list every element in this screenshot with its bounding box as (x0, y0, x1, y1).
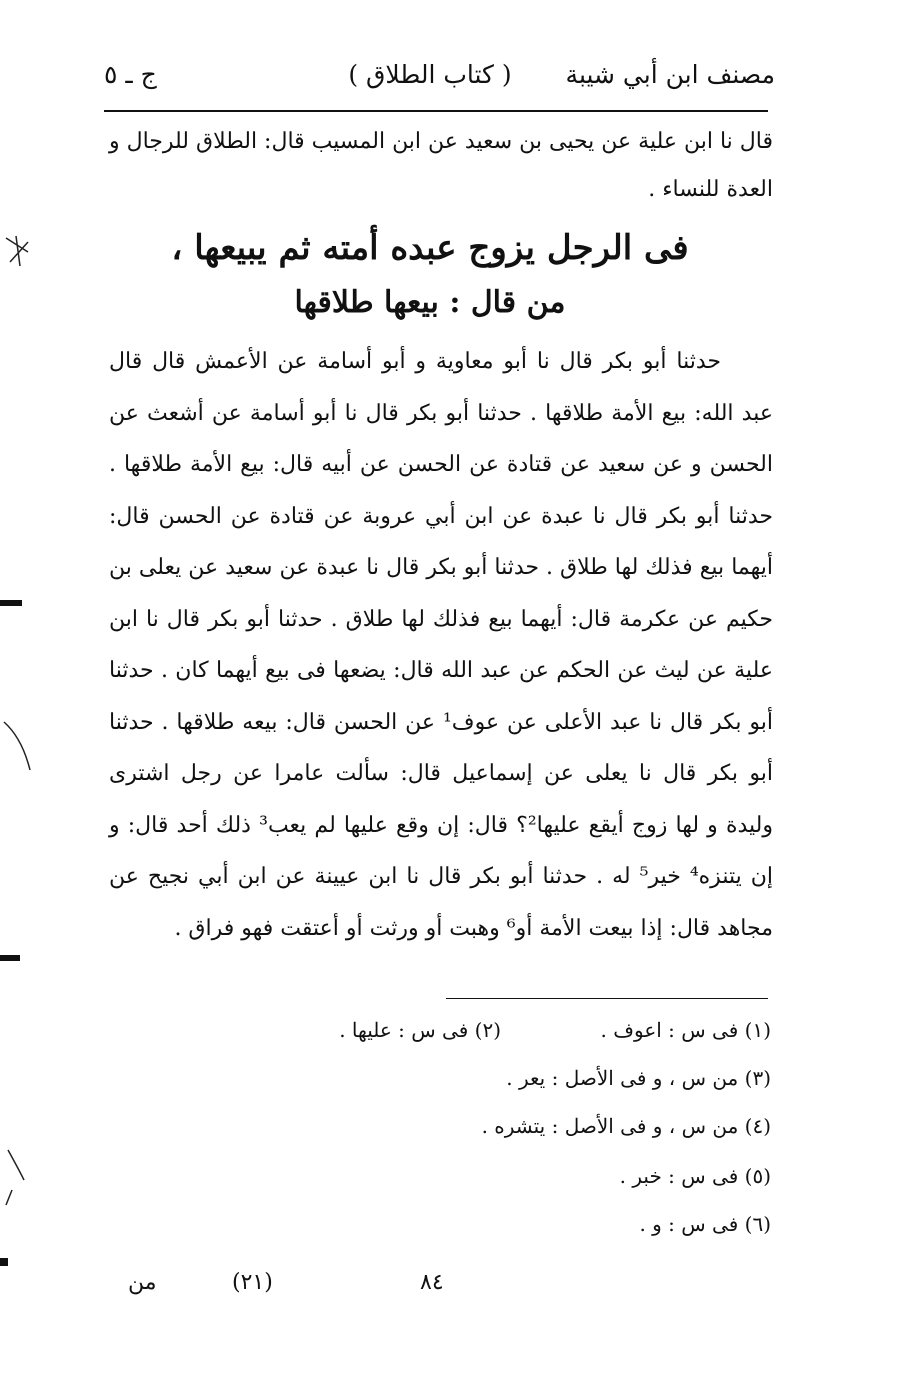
header-rule (104, 110, 768, 112)
edge-mark (0, 1258, 8, 1266)
intro-paragraph: قال نا ابن علية عن يحيى بن سعيد عن ابن المسيب قال: الطلاق للرجال و العدة للنساء . (108, 129, 773, 202)
main-paragraph: حدثنا أبو بكر قال نا أبو معاوية و أبو أسامة عن الأعمش قال قال عبد الله: بيع الأمة طلاقها . حدثنا أبو بكر قال نا أبو أسامة عن أشعث عن الحسن و عن سعيد عن قتادة عن الحسن عن أبيه قال: بيع الأمة طلاقها . حدثنا أبو بكر قال نا عبدة عن ابن أبي عروبة عن قتادة عن الحسن قال: أيهما بيع فذلك لها طلاق . حدثنا أبو بكر قال نا عبدة عن سعيد عن يعلى بن حكيم عن عكرمة قال: أيهما بيع فذلك لها طلاق . حدثنا أبو بكر قال نا ابن علية عن ليث عن الحكم عن عبد الله قال: يضعها فى بيع أيهما كان . حدثنا أبو بكر قال نا عبد الأعلى عن عوف¹ عن الحسن قال: بيعه طلاقها . حدثنا أبو بكر قال نا يعلى عن إسماعيل قال: سألت عامرا عن رجل اشترى وليدة و لها زوج أيقع عليها²؟ قال: إن وقع عليها لم يعب³ ذلك أحد قال: و إن يتنزه⁴ خير⁵ له . حدثنا أبو بكر قال نا ابن عيينة عن ابن أبي نجيح عن مجاهد قال: إذا بيعت الأمة أو⁶ وهبت أو ورثت أو أعتقت فهو فراق . (109, 349, 774, 941)
edge-scratch (6, 236, 28, 266)
footnote-rule (446, 998, 768, 999)
footnote-1: (١) فى س : اعوف . (600, 1018, 771, 1042)
running-head-chapter: ( كتاب الطلاق ) (348, 60, 512, 89)
section-heading-line1: فى الرجل يزوج عبده أمته ثم يبيعها ، (171, 228, 689, 268)
running-head-volume: ج ـ ٥ (104, 60, 157, 89)
edge-mark (0, 600, 22, 606)
footnote-5: (٥) فى س : خبر . (619, 1164, 771, 1188)
footnote-2: (٢) فى س : عليها . (339, 1018, 501, 1042)
footnote-6: (٦) فى س : و . (639, 1212, 771, 1236)
running-head-book-title: مصنف ابن أبي شيبة (565, 60, 775, 89)
footnote-4: (٤) من س ، و فى الأصل : يتشره . (481, 1114, 771, 1138)
footnote-3: (٣) من س ، و فى الأصل : يعر . (506, 1066, 771, 1090)
catchword: من (128, 1270, 157, 1295)
scan-edge-marks (0, 0, 40, 1382)
section-heading-line2: من قال : بيعها طلاقها (294, 285, 566, 320)
edge-scratch (4, 722, 30, 770)
page-number: ٨٤ (420, 1270, 444, 1295)
edge-mark (0, 955, 20, 961)
edge-scratch (6, 1150, 24, 1205)
part-number: (٢١) (232, 1270, 273, 1295)
